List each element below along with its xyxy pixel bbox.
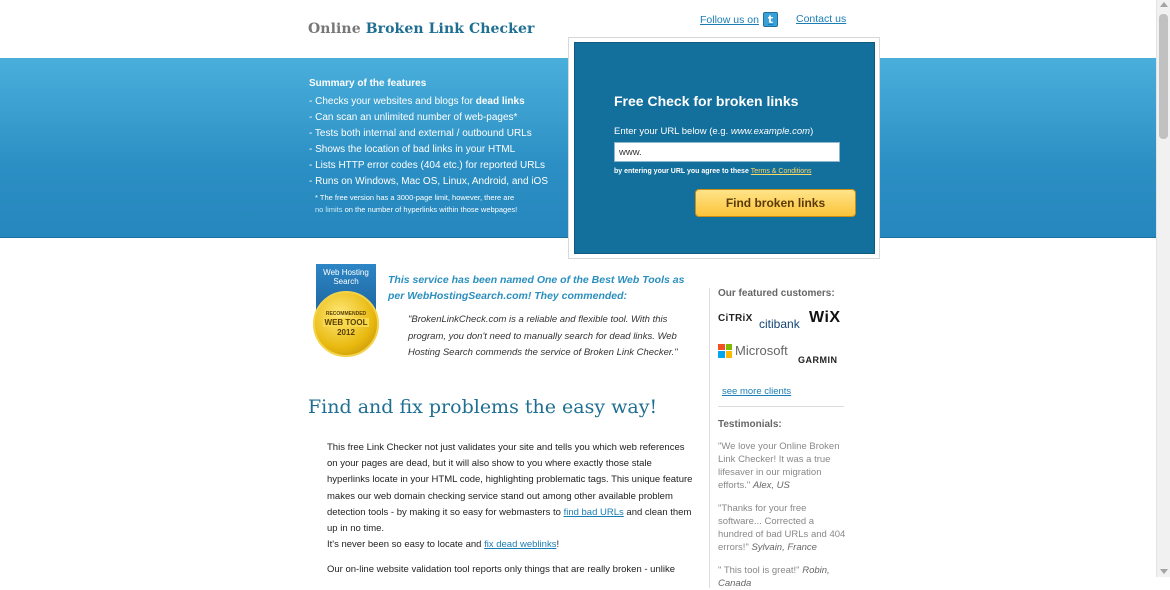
citrix-logo: CiTRiX	[718, 313, 753, 324]
note-highlight: no limits	[315, 205, 343, 214]
see-more-clients-link[interactable]: see more clients	[722, 386, 792, 397]
site-title-accent: Broken Link Checker	[365, 21, 535, 37]
site-title-prefix: Online	[308, 21, 361, 37]
body-text	[327, 440, 697, 579]
testimonial-author: Robin, Canada	[718, 565, 830, 589]
bank-text: bank	[773, 317, 800, 331]
sidebar-divider	[718, 406, 844, 407]
citibank-logo	[759, 317, 800, 331]
badge-line2: Search	[333, 277, 359, 286]
badge-medal	[313, 291, 379, 357]
award-line1: This service has been named One of the Best Web Tools as	[388, 274, 685, 286]
body-text-part: and clean them up in no time.	[327, 506, 692, 535]
note-text: * The free version has a 3000-page limit, however, there are	[315, 193, 515, 202]
testimonial	[718, 440, 849, 492]
customer-logos	[718, 311, 848, 369]
feature-item: - Runs on Windows, Mac OS, Linux, Android, and iOS	[309, 176, 548, 187]
features-summary	[309, 78, 549, 216]
feature-item-bold: dead links	[475, 96, 525, 107]
site-title[interactable]	[308, 21, 534, 37]
microsoft-logo	[718, 343, 788, 358]
citi-text: citi	[759, 317, 774, 331]
award-line2: per WebHostingSearch.com! They commended:	[388, 290, 628, 302]
feature-item: - Can scan an unlimited number of web-pages*	[309, 112, 518, 123]
testimonial-text: "We love your Online Broken Link Checker! It was a true lifesaver in our migration efforts."	[718, 441, 840, 491]
testimonial	[718, 502, 849, 554]
twitter-icon[interactable]: t	[763, 12, 778, 27]
terms-link[interactable]: Terms & Conditions	[750, 168, 812, 175]
find-broken-links-button[interactable]: Find broken links	[695, 189, 856, 217]
fix-dead-weblinks-link[interactable]: fix dead weblinks	[484, 539, 557, 551]
section-title: Find and fix problems the easy way!	[308, 396, 658, 418]
page-scrollbar[interactable]	[1156, 0, 1170, 577]
terms-text	[614, 168, 812, 175]
badge-year: 2012	[337, 328, 355, 337]
badge-line1: Web Hosting	[323, 268, 369, 277]
sidebar	[709, 288, 849, 588]
testimonial-author: Alex, US	[752, 480, 790, 491]
terms-prefix: by entering your URL you agree to these	[614, 168, 749, 175]
body-paragraph	[327, 537, 697, 553]
find-bad-urls-link[interactable]: find bad URLs	[563, 506, 624, 518]
scroll-up-icon[interactable]	[1160, 2, 1168, 7]
customers-title: Our featured customers:	[718, 288, 835, 299]
body-text-part: It's never been so easy to locate and	[327, 539, 482, 551]
microsoft-grid-icon	[718, 344, 732, 358]
web-hosting-badge	[316, 264, 376, 360]
feature-item	[309, 94, 549, 110]
features-note	[309, 192, 549, 216]
feature-item: - Shows the location of bad links in your HTML	[309, 144, 516, 155]
microsoft-text: Microsoft	[735, 343, 788, 358]
features-list	[309, 94, 549, 190]
scroll-thumb[interactable]	[1159, 14, 1168, 139]
feature-item: - Tests both internal and external / outbound URLs	[309, 128, 532, 139]
feature-item-text: - Checks your websites and blogs for	[309, 96, 473, 107]
award-statement	[388, 272, 698, 304]
feature-item: - Lists HTTP error codes (404 etc.) for reported URLs	[309, 160, 546, 171]
check-panel-inner	[574, 42, 875, 254]
wix-logo: WiX	[809, 309, 841, 326]
testimonial-author: Sylvain, France	[751, 542, 817, 553]
url-input[interactable]	[614, 142, 840, 162]
body-text-part: !	[556, 539, 560, 551]
check-title: Free Check for broken links	[614, 93, 799, 109]
note-text-end: on the number of hyperlinks within those webpages!	[344, 205, 518, 214]
testimonial-text: " This tool is great!"	[718, 565, 800, 576]
url-label-close: )	[810, 126, 814, 137]
badge-tool: WEB TOOL	[324, 318, 368, 327]
follow-us-label: Follow us on	[700, 13, 759, 26]
check-panel	[568, 37, 880, 259]
testimonial-text: "Thanks for your free software... Corrected a hundred of bad URLs and 404 errors!"	[718, 503, 846, 553]
badge-recommended: RECOMMENDED	[325, 311, 367, 317]
body-paragraph: Our on-line website validation tool reports only things that are really broken - unlike	[327, 564, 675, 576]
garmin-logo: GARMIN	[798, 355, 838, 365]
features-heading: Summary of the features	[309, 78, 427, 89]
testimonial	[718, 564, 849, 590]
body-text-part: This free Link Checker not just validates your site and tells you which web references on your pages are dead, but it will also show to you where exactly those stale hyperlinks locate in your HTML code, highlighting problematic tags. This unique feature makes our web domain checking service stand out among other available problem detection tools - by making it so easy for webmasters to	[327, 442, 693, 518]
body-paragraph	[327, 440, 697, 537]
url-label	[614, 126, 813, 137]
testimonials-title: Testimonials:	[718, 419, 782, 430]
url-label-example: www.example.com	[730, 126, 811, 137]
scroll-down-icon[interactable]	[1160, 569, 1168, 574]
url-label-text: Enter your URL below (e.g.	[614, 126, 729, 137]
follow-us-link[interactable]	[700, 12, 778, 27]
award-quote: "BrokenLinkCheck.com is a reliable and flexible tool. With this program, you don't need to manually search for dead links. Web Hosting Search commends the service of Broken Link Checker."	[408, 314, 678, 358]
contact-us-link[interactable]: Contact us	[796, 13, 847, 25]
